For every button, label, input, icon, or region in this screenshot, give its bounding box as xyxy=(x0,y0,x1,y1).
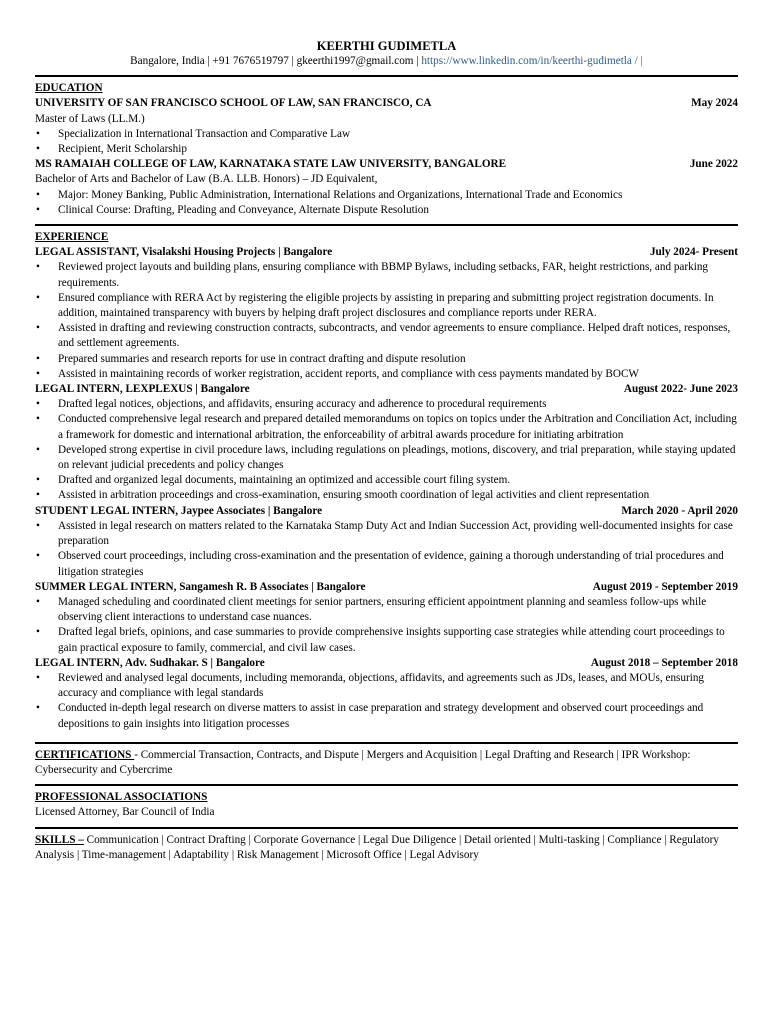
job-date: July 2024- Present xyxy=(649,246,738,259)
certifications-heading: CERTIFICATIONS xyxy=(35,748,135,761)
list-item: • Assisted in arbitration proceedings and cross-examination, ensuring smooth coordination of legal activities and client representation xyxy=(58,488,738,503)
list-item: • Reviewed project layouts and building plans, ensuring compliance with BBMP Bylaws, including setbacks, FAR, height restrictions, and parking requirements. xyxy=(58,260,738,290)
degree: Bachelor of Arts and Bachelor of Law (B.A. LLB. Honors) – JD Equivalent, xyxy=(35,173,378,186)
job-title: SUMMER LEGAL INTERN, Sangamesh R. B Associates | Bangalore xyxy=(35,580,366,593)
job-header xyxy=(35,656,738,671)
education-entry-header xyxy=(35,96,738,111)
job-bullets xyxy=(35,595,738,656)
education-date: June 2022 xyxy=(689,158,738,171)
education-date: May 2024 xyxy=(691,97,738,110)
education-entry-header xyxy=(35,157,738,172)
experience-section xyxy=(35,230,738,732)
job-bullets xyxy=(35,397,738,503)
linkedin-link[interactable]: https://www.linkedin.com/in/keerthi-gudimetla / | xyxy=(421,55,643,67)
certifications-section xyxy=(35,748,738,778)
job-title: LEGAL INTERN, Adv. Sudhakar. S | Bangalore xyxy=(35,656,265,669)
skills-heading: SKILLS – xyxy=(35,833,84,846)
job-header xyxy=(35,504,738,519)
job-bullets xyxy=(35,671,738,732)
divider xyxy=(35,742,738,744)
certifications-text: - Commercial Transaction, Contracts, and Dispute | Mergers and Acquisition | Legal Drafting and Research | IPR Workshop: Cybersecurity and Cybercrime xyxy=(35,748,691,776)
education-bullets xyxy=(35,127,738,157)
skills-text: Communication | Contract Drafting | Corporate Governance | Legal Due Diligence | Detail oriented | Multi-tasking | Compliance | Regulatory Analysis | Time-management | Adaptability | Risk Management | Microsoft Office | Legal Advisory xyxy=(35,833,719,861)
candidate-name: KEERTHI GUDIMETLA xyxy=(316,39,457,53)
job-date: March 2020 - April 2020 xyxy=(621,504,738,517)
associations-text: Licensed Attorney, Bar Council of India xyxy=(35,806,215,819)
divider xyxy=(35,224,738,226)
list-item: • Developed strong expertise in civil procedure laws, including regulations on pleadings, motions, discovery, and trial preparation, while staying updated on relevant judicial precedents and policy changes xyxy=(58,443,738,473)
job-date: August 2019 - September 2019 xyxy=(592,580,738,593)
experience-heading: EXPERIENCE xyxy=(35,231,109,244)
list-item: • Recipient, Merit Scholarship xyxy=(58,142,738,157)
associations-section xyxy=(35,790,738,820)
school-name: MS RAMAIAH COLLEGE OF LAW, KARNATAKA STATE LAW UNIVERSITY, BANGALORE xyxy=(35,158,507,171)
list-item: • Conducted comprehensive legal research and prepared detailed memorandums on topics on topics under the Arbitration and Conciliation Act, including a framework for domestic and international arbitration, the enforceability of arbitral awards procedure for initiating arbitration xyxy=(58,412,738,442)
job-bullets xyxy=(35,260,738,382)
school-name: UNIVERSITY OF SAN FRANCISCO SCHOOL OF LAW, SAN FRANCISCO, CA xyxy=(35,97,432,110)
degree: Master of Laws (LL.M.) xyxy=(35,112,145,125)
education-bullets xyxy=(35,188,738,218)
job-bullets xyxy=(35,519,738,580)
list-item: • Specialization in International Transaction and Comparative Law xyxy=(58,127,738,142)
contact-details: Bangalore, India | +91 7676519797 | gkeerthi1997@gmail.com | xyxy=(130,55,422,67)
list-item: • Drafted legal notices, objections, and affidavits, ensuring accuracy and adherence to procedural requirements xyxy=(58,397,738,412)
list-item: • Ensured compliance with RERA Act by registering the eligible projects by assisting in preparing and submitting project registration documents. In addition, maintained transparency with buyers by helping draft project disclosures and compliance reports under RERA. xyxy=(58,291,738,321)
job-title: STUDENT LEGAL INTERN, Jaypee Associates | Bangalore xyxy=(35,504,323,517)
list-item: • Drafted legal briefs, opinions, and case summaries to provide comprehensive insights supporting case strategies while attending court proceedings to gain practical exposure to family, commercial, and civil law cases. xyxy=(58,625,738,655)
list-item: • Managed scheduling and coordinated client meetings for senior partners, ensuring efficient appointment planning and seamless follow-ups while observing client interactions to understand case nuances. xyxy=(58,595,738,625)
list-item: • Clinical Course: Drafting, Pleading and Conveyance, Alternate Dispute Resolution xyxy=(58,203,738,218)
divider xyxy=(35,827,738,829)
associations-heading: PROFESSIONAL ASSOCIATIONS xyxy=(35,791,208,804)
skills-section xyxy=(35,833,738,863)
list-item: • Conducted in-depth legal research on diverse matters to assist in case preparation and strategy development and observed court proceedings and depositions to gain insights into litigation processes xyxy=(58,701,738,731)
list-item: • Assisted in drafting and reviewing construction contracts, subcontracts, and vendor agreements to ensure compliance. Helped draft notices, responses, and settlement agreements. xyxy=(58,321,738,351)
job-date: August 2018 – September 2018 xyxy=(590,656,738,669)
list-item: • Reviewed and analysed legal documents, including memoranda, objections, affidavits, and agreements such as JDs, leases, and MOUs, ensuring accuracy and compliance with legal standards xyxy=(58,671,738,701)
divider xyxy=(35,75,738,77)
contact-line xyxy=(35,54,738,69)
list-item: • Observed court proceedings, including cross-examination and the presentation of evidence, gaining a thorough understanding of trial procedures and litigation strategies xyxy=(58,549,738,579)
job-date: August 2022- June 2023 xyxy=(623,383,738,396)
job-header xyxy=(35,245,738,260)
job-header xyxy=(35,580,738,595)
list-item: • Major: Money Banking, Public Administration, International Relations and Organizations, International Trade and Economics xyxy=(58,188,738,203)
job-title: LEGAL ASSISTANT, Visalakshi Housing Projects | Bangalore xyxy=(35,246,333,259)
job-title: LEGAL INTERN, LEXPLEXUS | Bangalore xyxy=(35,383,250,396)
education-heading: EDUCATION xyxy=(35,82,103,95)
list-item: • Assisted in maintaining records of worker registration, accident reports, and compliance with cess payments mandated by BOCW xyxy=(58,367,738,382)
education-section xyxy=(35,81,738,218)
list-item: • Prepared summaries and research reports for use in contract drafting and dispute resolution xyxy=(58,352,738,367)
list-item: • Drafted and organized legal documents, maintaining an optimized and accessible court filing system. xyxy=(58,473,738,488)
job-header xyxy=(35,382,738,397)
divider xyxy=(35,784,738,786)
list-item: • Assisted in legal research on matters related to the Karnataka Stamp Duty Act and Indian Succession Act, providing well-documented insights for case preparation xyxy=(58,519,738,549)
